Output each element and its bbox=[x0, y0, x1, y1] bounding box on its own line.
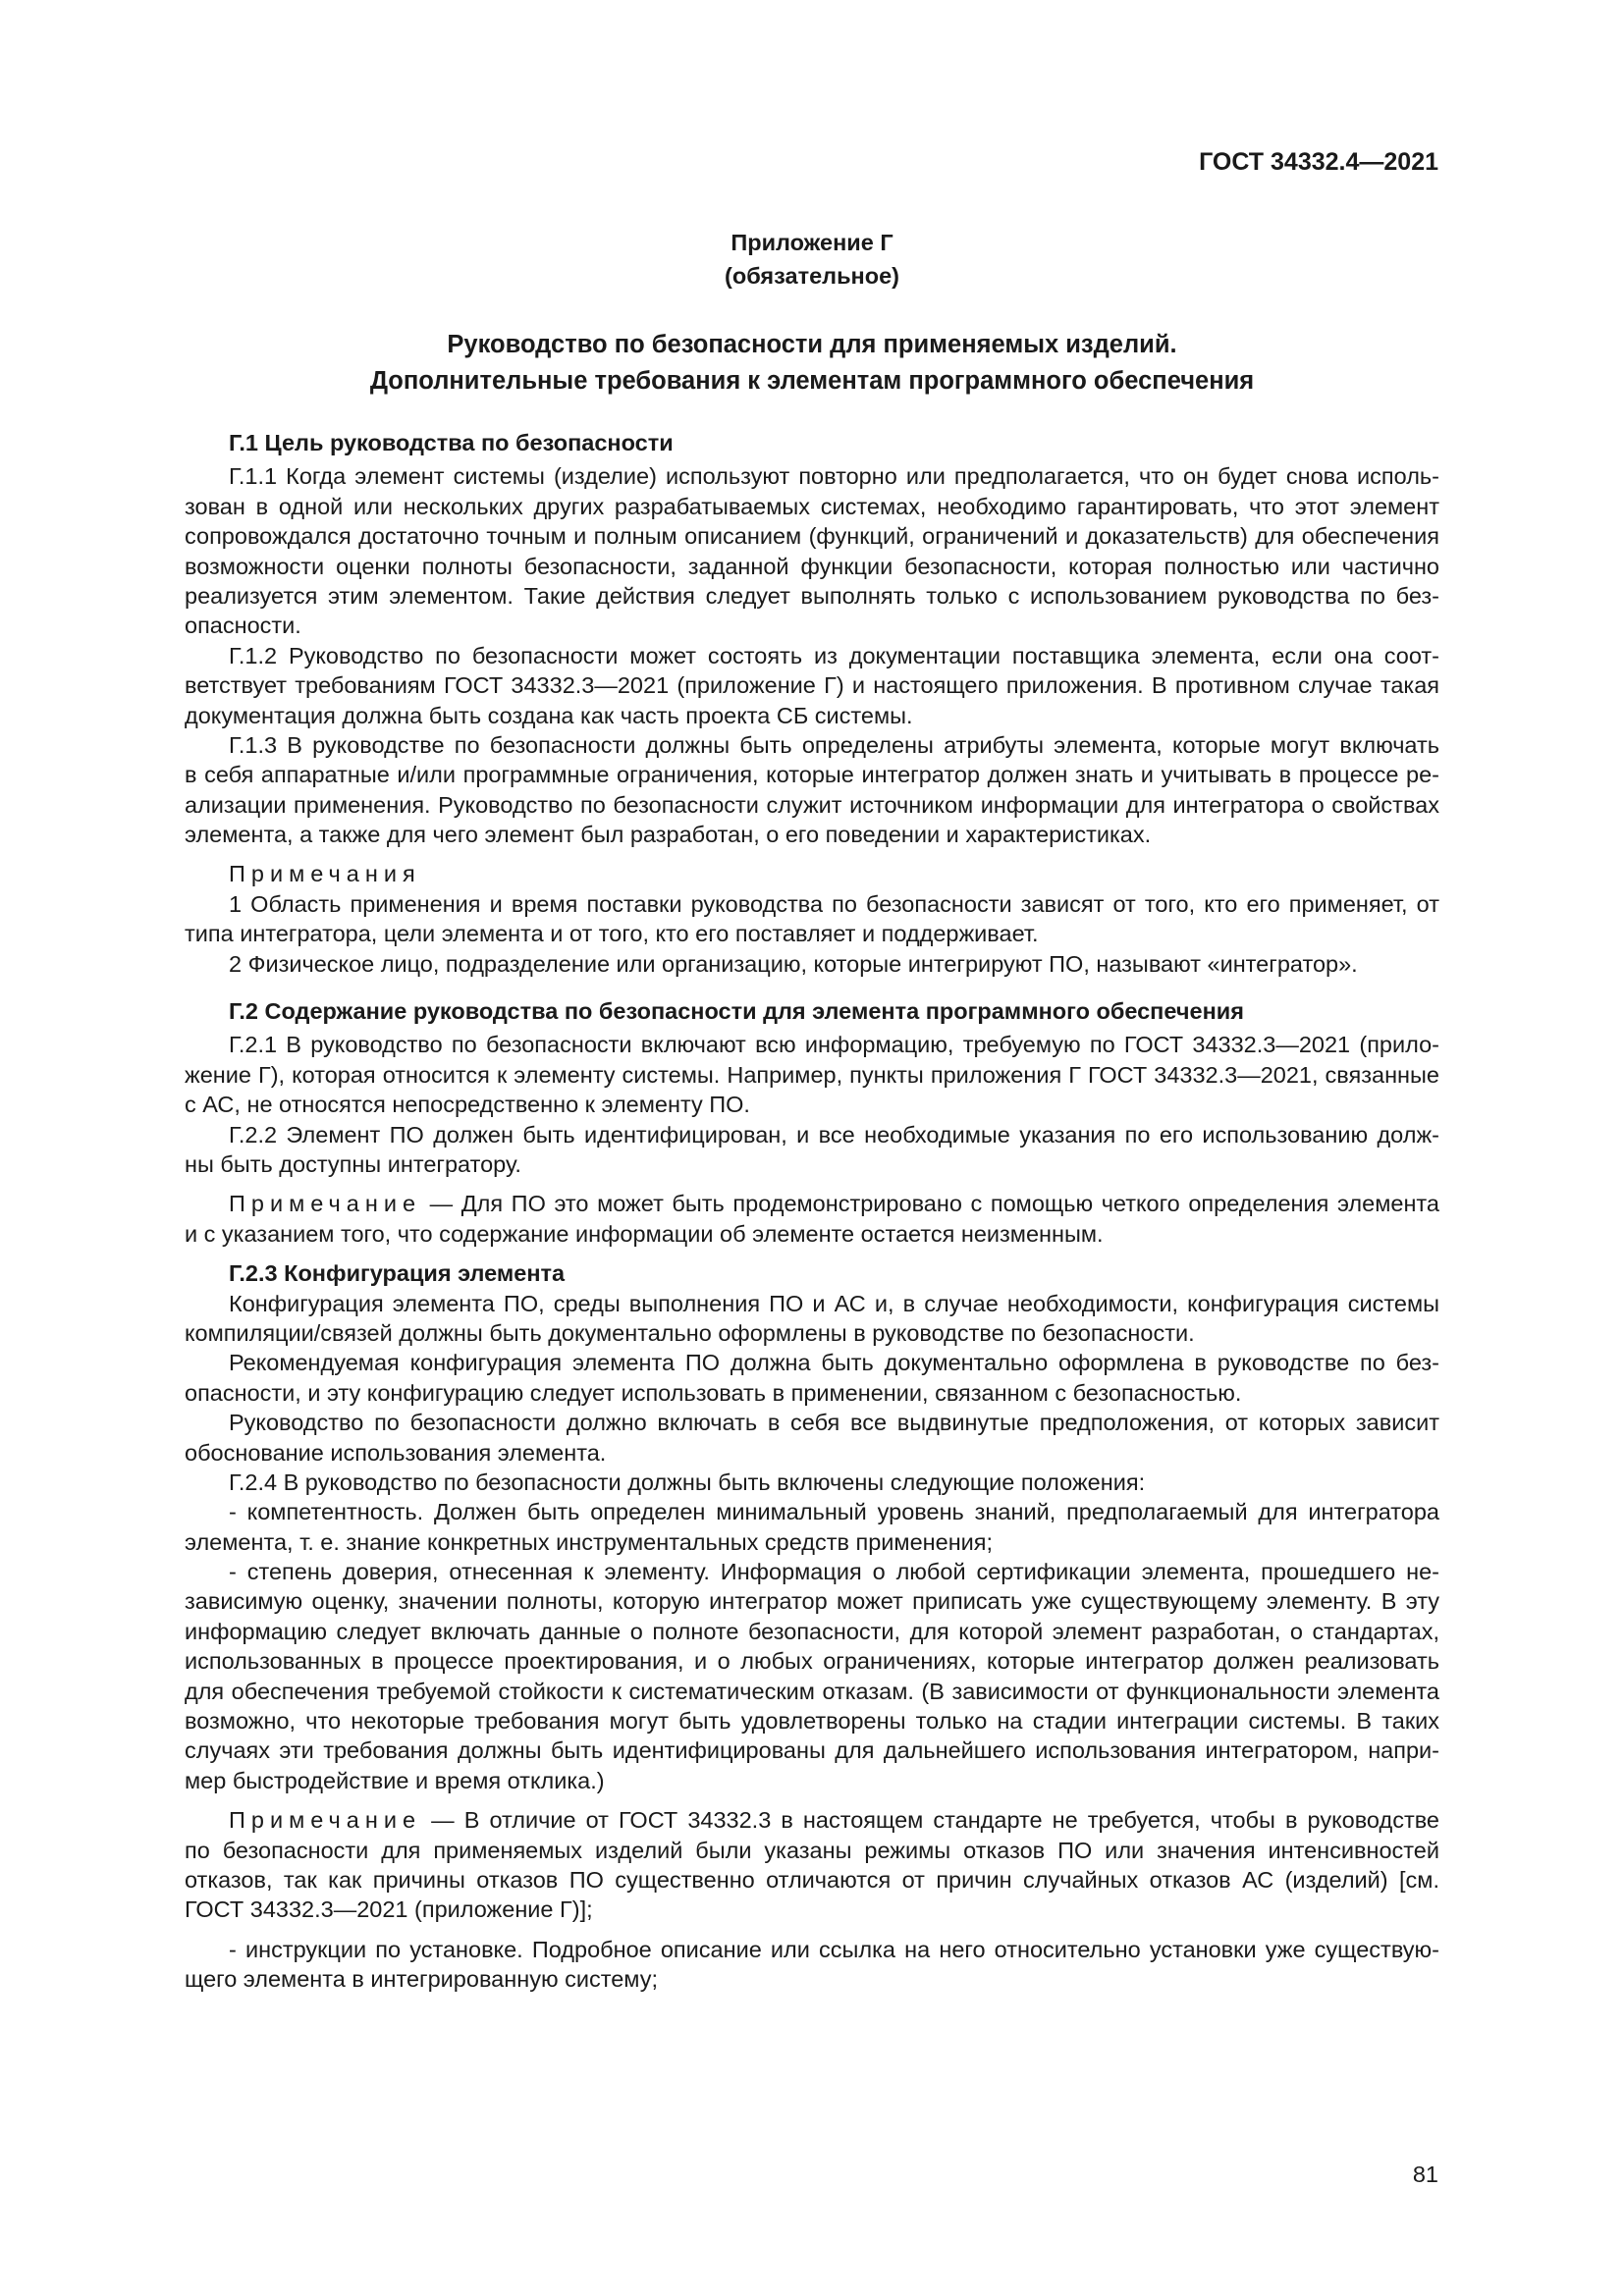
text-line: Руководство по безопасности должно включать в себя все выдвинутые предположения, от которых зависит bbox=[229, 1410, 1439, 1436]
text-line: Г.1.1 Когда элемент системы (изделие) используют повторно или предполагается, что он будет снова исполь- bbox=[229, 463, 1439, 490]
text-line: по безопасности для применяемых изделий были указаны режимы отказов ПО или значения интенсивностей bbox=[185, 1837, 1439, 1863]
text-line: Г.2.2 Элемент ПО должен быть идентифицирован, и все необходимые указания по его использованию долж- bbox=[229, 1121, 1439, 1148]
text-line: документация должна быть создана как часть проекта СБ системы. bbox=[185, 702, 913, 728]
text-line: Г.2.1 В руководство по безопасности включают всю информацию, требуемую по ГОСТ 34332.3—2021 (прило- bbox=[229, 1032, 1439, 1058]
title-line-2: Дополнительные требования к элементам программного обеспечения bbox=[369, 367, 1255, 395]
text-line: щего элемента в интегрированную систему; bbox=[185, 1966, 658, 1993]
text-line: зависимую оценку, значении полноты, которую интегратор может приписать уже существующему элементу. В эту bbox=[185, 1588, 1439, 1615]
text-line: возможно, что некоторые требования могут быть удовлетворены только на стадии интеграции системы. В таких bbox=[185, 1708, 1439, 1735]
paragraph-g2-4: Г.2.4 В руководство по безопасности должны быть включены следующие положения: bbox=[229, 1468, 1146, 1495]
paragraph-g1-1 bbox=[185, 461, 1439, 640]
text-line bbox=[185, 1805, 1439, 1835]
text-line bbox=[185, 1189, 1439, 1218]
text-line: Конфигурация элемента ПО, среды выполнения ПО и АС и, в случае необходимости, конфигурация системы bbox=[229, 1290, 1439, 1316]
text-line: жение Г), которая относится к элементу системы. Например, пункты приложения Г ГОСТ 34332.3—2021, связанные bbox=[185, 1061, 1439, 1088]
text-line: информацию следует включать данные о полноте безопасности, для которой элемент разработан, о стандартах, bbox=[185, 1618, 1439, 1644]
paragraph-g2-2 bbox=[185, 1120, 1439, 1180]
appendix-label: Приложение Г bbox=[731, 230, 893, 255]
text-line: и с указанием того, что содержание информации об элементе остается неизменным. bbox=[185, 1220, 1104, 1247]
text-line: использованных в процессе проектирования, и о любых ограничениях, которые интегратор должен реализовать bbox=[185, 1648, 1439, 1675]
note-text: — В отличие от ГОСТ 34332.3 в настоящем стандарте не требуется, чтобы в руководстве bbox=[421, 1807, 1439, 1834]
paragraph-g1-3 bbox=[185, 730, 1439, 850]
appendix-status: (обязательное) bbox=[725, 263, 899, 289]
text-line: Г.1.2 Руководство по безопасности может состоять из документации поставщика элемента, если она соот- bbox=[229, 642, 1439, 668]
note-label: Примечание bbox=[229, 1191, 422, 1217]
section-g2-heading: Г.2 Содержание руководства по безопасности для элемента программного обеспечения bbox=[229, 998, 1244, 1025]
paragraph-g2-3-assumptions bbox=[185, 1408, 1439, 1468]
note-2: 2 Физическое лицо, подразделение или организацию, которые интегрируют ПО, называют «интегратор». bbox=[229, 950, 1358, 977]
text-line: опасности, и эту конфигурацию следует использовать в применении, связанном с безопасностью. bbox=[185, 1379, 1242, 1406]
text-line: - степень доверия, отнесенная к элементу. Информация о любой сертификации элемента, прошедшего не- bbox=[229, 1559, 1439, 1585]
text-line: 1 Область применения и время поставки руководства по безопасности зависят от того, кто его применяет, от bbox=[229, 890, 1439, 917]
text-line: типа интегратора, цели элемента и от того, кто его поставляет и поддерживает. bbox=[185, 921, 1039, 947]
text-line: Г.1.3 В руководстве по безопасности должны быть определены атрибуты элемента, которые могут включать bbox=[229, 731, 1439, 758]
paragraph-g2-1 bbox=[185, 1030, 1439, 1119]
appendix-title bbox=[0, 327, 1624, 400]
text-line: ветствует требованиям ГОСТ 34332.3—2021 (приложение Г) и настоящего приложения. В противном случае такая bbox=[185, 672, 1439, 699]
standard-code: ГОСТ 34332.4—2021 bbox=[1199, 148, 1438, 176]
text-line: мер быстродействие и время отклика.) bbox=[185, 1767, 605, 1793]
notes-label: Примечания bbox=[229, 861, 421, 887]
text-line: реализуется этим элементом. Такие действия следует выполнять только с использованием руководства по без- bbox=[185, 582, 1439, 609]
paragraph-g2-3-config bbox=[185, 1289, 1439, 1349]
note-a bbox=[185, 1189, 1439, 1249]
list-item-install bbox=[185, 1935, 1439, 1995]
paragraph-g1-2 bbox=[185, 641, 1439, 730]
text-line: ны быть доступны интегратору. bbox=[185, 1150, 521, 1177]
section-g2-3-heading: Г.2.3 Конфигурация элемента bbox=[229, 1260, 566, 1287]
text-line: обоснование использования элемента. bbox=[185, 1439, 607, 1466]
note-b bbox=[185, 1805, 1439, 1925]
text-line: зован в одной или нескольких других разрабатываемых системах, необходимо гарантировать, что этот элемент bbox=[185, 493, 1439, 519]
list-item-trust bbox=[185, 1557, 1439, 1795]
text-line: для обеспечения требуемой стойкости к систематическим отказам. (В зависимости от функциональности элемента bbox=[185, 1678, 1439, 1704]
text-line: сопровождался достаточно точным и полным описанием (функций, ограничений и доказательств) для обеспечения bbox=[185, 523, 1439, 550]
text-line: возможности оценки полноты безопасности, заданной функции безопасности, которая полностью или частично bbox=[185, 553, 1439, 579]
document-body bbox=[185, 428, 1439, 1995]
appendix-heading bbox=[0, 226, 1624, 293]
section-g1-heading: Г.1 Цель руководства по безопасности bbox=[229, 430, 674, 455]
text-line: случаях эти требования должны быть идентифицированы для дальнейшего использования интегратором, напри- bbox=[185, 1737, 1439, 1764]
note-label: Примечание bbox=[229, 1807, 422, 1834]
text-line: с АС, не относятся непосредственно к элементу ПО. bbox=[185, 1092, 750, 1118]
title-line-1: Руководство по безопасности для применяемых изделий. bbox=[447, 331, 1177, 358]
text-line: ализации применения. Руководство по безопасности служит источником информации для интегратора о свойствах bbox=[185, 791, 1439, 818]
text-line: ГОСТ 34332.3—2021 (приложение Г)]; bbox=[185, 1896, 593, 1923]
paragraph-g2-3-recommended bbox=[185, 1348, 1439, 1408]
text-line: - инструкции по установке. Подробное описание или ссылка на него относительно установки уже существую- bbox=[229, 1936, 1439, 1962]
text-line: элемента, а также для чего элемент был разработан, о его поведении и характеристиках. bbox=[185, 822, 1152, 848]
text-line: элемента, т. е. знание конкретных инструментальных средств применения; bbox=[185, 1528, 994, 1555]
text-line: - компетентность. Должен быть определен минимальный уровень знаний, предполагаемый для интегратора bbox=[229, 1499, 1439, 1525]
list-item-competence bbox=[185, 1497, 1439, 1557]
text-line: Рекомендуемая конфигурация элемента ПО должна быть документально оформлена в руководстве по без- bbox=[229, 1350, 1439, 1376]
text-line: компиляции/связей должны быть документально оформлены в руководстве по безопасности. bbox=[185, 1319, 1195, 1346]
page-number: 81 bbox=[1412, 2162, 1438, 2187]
text-line: опасности. bbox=[185, 613, 301, 639]
text-line: в себя аппаратные и/или программные ограничения, которые интегратор должен знать и учитывать в процессе ре- bbox=[185, 762, 1439, 788]
note-text: — Для ПО это может быть продемонстрировано с помощью четкого определения элемента bbox=[421, 1191, 1439, 1217]
note-1 bbox=[185, 889, 1439, 949]
text-line: отказов, так как причины отказов ПО существенно отличаются от причин случайных отказов АС (изделий) [см. bbox=[185, 1866, 1439, 1893]
